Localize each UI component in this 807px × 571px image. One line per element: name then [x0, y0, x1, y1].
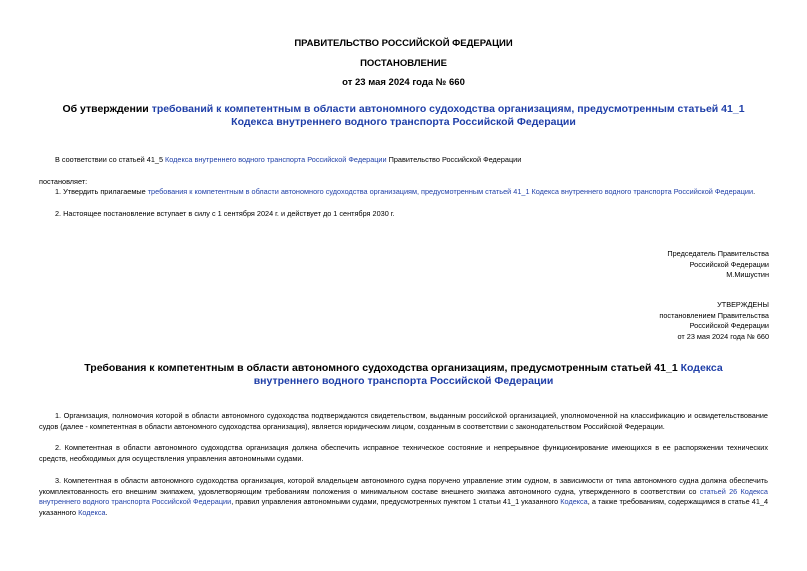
requirements-title-prefix: Требования к компетентным в области автономного судоходства организациям, предусмотренным статьей 41_1 [84, 362, 681, 374]
item-1-prefix: 1. Утвердить прилагаемые [55, 187, 148, 196]
req-paragraph-1 [39, 411, 768, 432]
signature-block [667, 249, 769, 281]
approved-block [659, 300, 769, 342]
approved-line-2: постановлением Правительства [659, 310, 769, 320]
item-1 [55, 187, 775, 198]
req-paragraph-3-c: , а также требованиям, содержащимся в статье 41_4 указанного [39, 497, 768, 517]
requirements-title-link[interactable]: Кодекса внутреннего водного транспорта Российской Федерации [253, 362, 723, 387]
signature-name: М.Мишустин [726, 270, 769, 279]
req-p3-code-link-1[interactable]: Кодекса [560, 497, 588, 506]
preamble-suffix: Правительство Российской Федерации [386, 155, 522, 164]
req-p3-code-link-2[interactable]: Кодекса [78, 507, 106, 517]
decides-label: постановляет: [39, 177, 88, 186]
req-paragraph-3-d: . [105, 507, 108, 517]
req-paragraph-3-b: , правил управления автономными судами, предусмотренных пунктом 1 статьи 41_1 указанного [231, 497, 561, 506]
preamble-code-link[interactable]: Кодекса внутреннего водного транспорта Российской Федерации [165, 155, 387, 164]
approved-line-3: Российской Федерации [689, 321, 769, 330]
req-paragraph-3 [39, 476, 768, 518]
req-paragraph-2-text: 2. Компетентная в области автономного судоходства организация должна обеспечить исправное техническое состояние и непрерывное функционирование имеющихся в ее распоряжении технических средств, необходимых для осуществления управления автономными судами. [39, 443, 768, 463]
date-number: от 23 мая 2024 года № 660 [342, 77, 465, 88]
requirements-title [55, 362, 752, 388]
approved-line-4: от 23 мая 2024 года № 660 [677, 331, 769, 341]
doc-type-heading: ПОСТАНОВЛЕНИЕ [360, 58, 447, 69]
req-paragraph-1-text: 1. Организация, полномочия которой в области автономного судоходства подтверждаются свидетельством, выданным российской организацией, уполномоченной на классификацию и освидетельствование судов (далее - компетентная в области автономного судоходства организация), является юридическим лицом, созданным в соответствии с законодательством Российской Федерации. [39, 411, 768, 431]
item-1-suffix: . [753, 187, 756, 196]
title-link[interactable]: требований к компетентным в области автономного судоходства организациям, предусмотренным статьей 41_1 Кодекса внутреннего водного транспорта Российской Федерации [151, 103, 745, 128]
req-p3-article-26-link[interactable]: статьей 26 Кодекса внутреннего водного транспорта Российской Федерации [39, 486, 768, 506]
preamble-prefix: В соответствии со статьей 41_5 [55, 155, 166, 164]
req-paragraph-2 [39, 443, 768, 464]
approved-line-1: УТВЕРЖДЕНЫ [717, 300, 769, 309]
signature-line-1: Председатель Правительства [667, 249, 769, 258]
title-prefix: Об утверждении [62, 103, 152, 115]
req-paragraph-3-a: 3. Компетентная в области автономного судоходства организация, которой владельцем автономного судна поручено управление этим судном, в зависимости от типа автономного судна должна обеспечить укомплектованность его внешним экипажем, удовлетворяющим требованиям положения о минимальном составе внешнего экипажа автономного судна, утвержденного в соответствии со [39, 476, 768, 496]
signature-line-2: Российской Федерации [689, 259, 769, 269]
government-heading: ПРАВИТЕЛЬСТВО РОССИЙСКОЙ ФЕДЕРАЦИИ [294, 38, 513, 49]
document-title [40, 103, 767, 129]
item-1-requirements-link[interactable]: требования к компетентным в области автономного судоходства организациям, предусмотренным статьей 41_1 Кодекса внутреннего водного транспорта Российской Федерации [147, 187, 754, 196]
item-2: 2. Настоящее постановление вступает в силу с 1 сентября 2024 г. и действует до 1 сентября 2030 г. [55, 209, 395, 218]
preamble [55, 155, 775, 166]
